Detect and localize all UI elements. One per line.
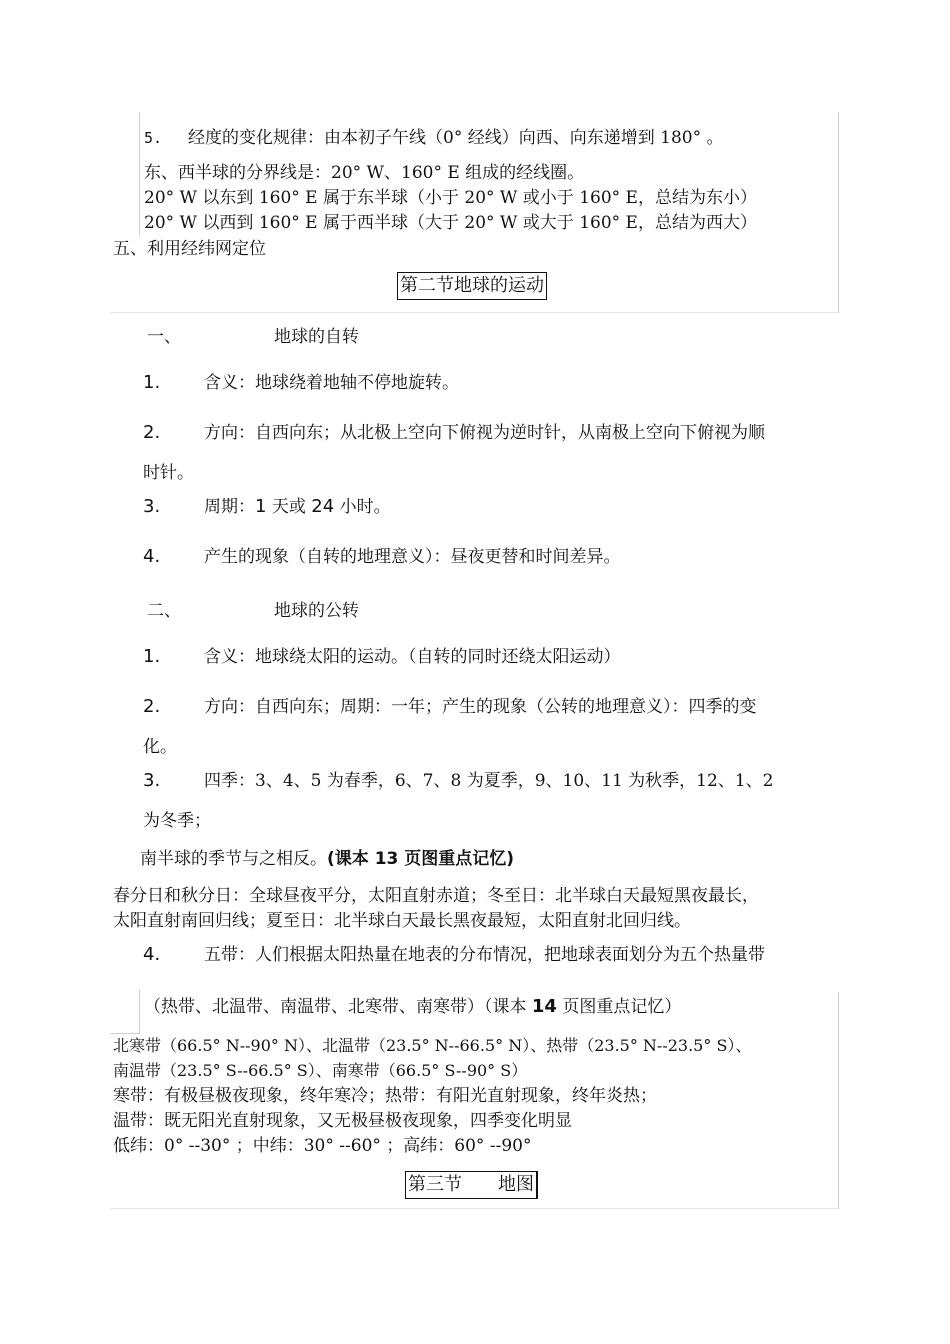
solstice-equinox-line-2: 太阳直射南回归线；夏至日：北半球白天最长黑夜最短，太阳直射北回归线。: [113, 911, 691, 931]
hemisphere-boundary: 东、西半球的分界线是：20° W、160° E 组成的经线圈。: [144, 163, 585, 183]
west-hemisphere-rule: 20° W 以西到 160° E 属于西半球（大于 20° W 或大于 160° E，总结为西大）: [144, 213, 757, 233]
rotation-heading: 地球的自转: [274, 327, 359, 347]
rotation-item-3-text: [204, 496, 391, 518]
revolution-heading-number: 二、: [147, 601, 181, 621]
zones-range-line-2: 南温带（23.5° S--66.5° S）、南寒带（66.5° S--90° S）: [113, 1061, 528, 1080]
rotation-item-1-text: 含义：地球绕着地轴不停地旋转。: [204, 373, 459, 393]
rotation-item-2-number: 2.: [143, 422, 161, 443]
divider-mid: [110, 1033, 140, 1034]
period-hours-unit: 小时。: [334, 497, 391, 517]
southern-seasons-text: 南半球的季节与之相反。: [140, 849, 327, 869]
period-or: 天或: [266, 497, 312, 517]
revolution-item-2-continued: 化。: [143, 737, 177, 757]
rotation-item-4-text: 产生的现象（自转的地理意义）：昼夜更替和时间差异。: [204, 547, 621, 567]
period-label: 周期：: [204, 497, 255, 517]
divider-1: [110, 312, 840, 313]
latitude-bands: 低纬：0° --30° ；中纬：30° --60° ；高纬：60° --90°: [113, 1136, 532, 1156]
frigid-tropic-zone-features: 寒带：有极昼极夜现象，终年寒冷；热带：有阳光直射现象，终年炎热；: [113, 1086, 657, 1106]
revolution-item-3-continued: 为冬季；: [143, 811, 211, 831]
section-3-title: 第三节 地图: [405, 1171, 538, 1199]
divider-2: [110, 1208, 840, 1209]
revolution-heading: 地球的公转: [274, 601, 359, 621]
revolution-item-3-number: 3.: [143, 770, 161, 791]
item-5-number: 5.: [144, 129, 163, 147]
revolution-item-1-number: 1.: [143, 646, 161, 667]
revolution-item-4-number: 4.: [143, 944, 161, 965]
rotation-heading-number: 一、: [147, 327, 181, 347]
textbook-13-note: (课本 13 页图重点记忆): [327, 849, 515, 869]
margin-line-mid: [139, 990, 140, 1034]
rotation-item-2-continued: 时针。: [143, 463, 194, 483]
grid-positioning-heading: 五、利用经纬网定位: [113, 239, 266, 259]
revolution-item-3-text: 四季：3、4、5 为春季，6、7、8 为夏季，9、10、11 为秋季，12、1、2: [204, 771, 774, 791]
rotation-item-1-number: 1.: [143, 372, 161, 393]
item-5-text: 经度的变化规律：由本初子午线（0° 经线）向西、向东递增到 180° 。: [188, 128, 724, 148]
solstice-equinox-line-1: 春分日和秋分日：全球昼夜平分，太阳直射赤道；冬至日：北半球白天最短黑夜最长，: [113, 886, 759, 906]
period-hours-value: 24: [311, 496, 335, 517]
revolution-item-4-text: 五带：人们根据太阳热量在地表的分布情况，把地球表面划分为五个热量带: [204, 945, 765, 965]
revolution-item-2-text: 方向：自西向东；周期：一年；产生的现象（公转的地理意义）：四季的变: [204, 697, 757, 717]
margin-line-top: [139, 112, 140, 236]
section-2-title: 第二节地球的运动: [397, 272, 547, 300]
east-hemisphere-rule: 20° W 以东到 160° E 属于东半球（小于 20° W 或小于 160° E，总结为东小）: [144, 188, 757, 208]
margin-line-right-top: [838, 112, 839, 312]
margin-line-right-bottom: [838, 992, 839, 1208]
revolution-item-2-number: 2.: [143, 696, 161, 717]
period-day-value: 1: [255, 496, 267, 517]
rotation-item-4-number: 4.: [143, 546, 161, 567]
southern-seasons-note: [140, 848, 514, 870]
revolution-item-1-text: 含义：地球绕太阳的运动。（自转的同时还绕太阳运动）: [204, 647, 621, 667]
five-zones-note: 页图重点记忆）: [556, 997, 682, 1017]
textbook-14-page: 14: [531, 996, 557, 1017]
temperate-zone-features: 温带：既无阳光直射现象，又无极昼极夜现象，四季变化明显: [113, 1111, 572, 1131]
five-zones-list: [144, 996, 681, 1018]
rotation-item-2-text: 方向：自西向东；从北极上空向下俯视为逆时针，从南极上空向下俯视为顺: [204, 423, 765, 443]
five-zones-names: （热带、北温带、南温带、北寒带、南寒带）（课本: [144, 997, 532, 1017]
zones-range-line-1: 北寒带（66.5° N--90° N）、北温带（23.5° N--66.5° N）、热带（23.5° N--23.5° S）、: [113, 1036, 752, 1055]
rotation-item-3-number: 3.: [143, 496, 161, 517]
